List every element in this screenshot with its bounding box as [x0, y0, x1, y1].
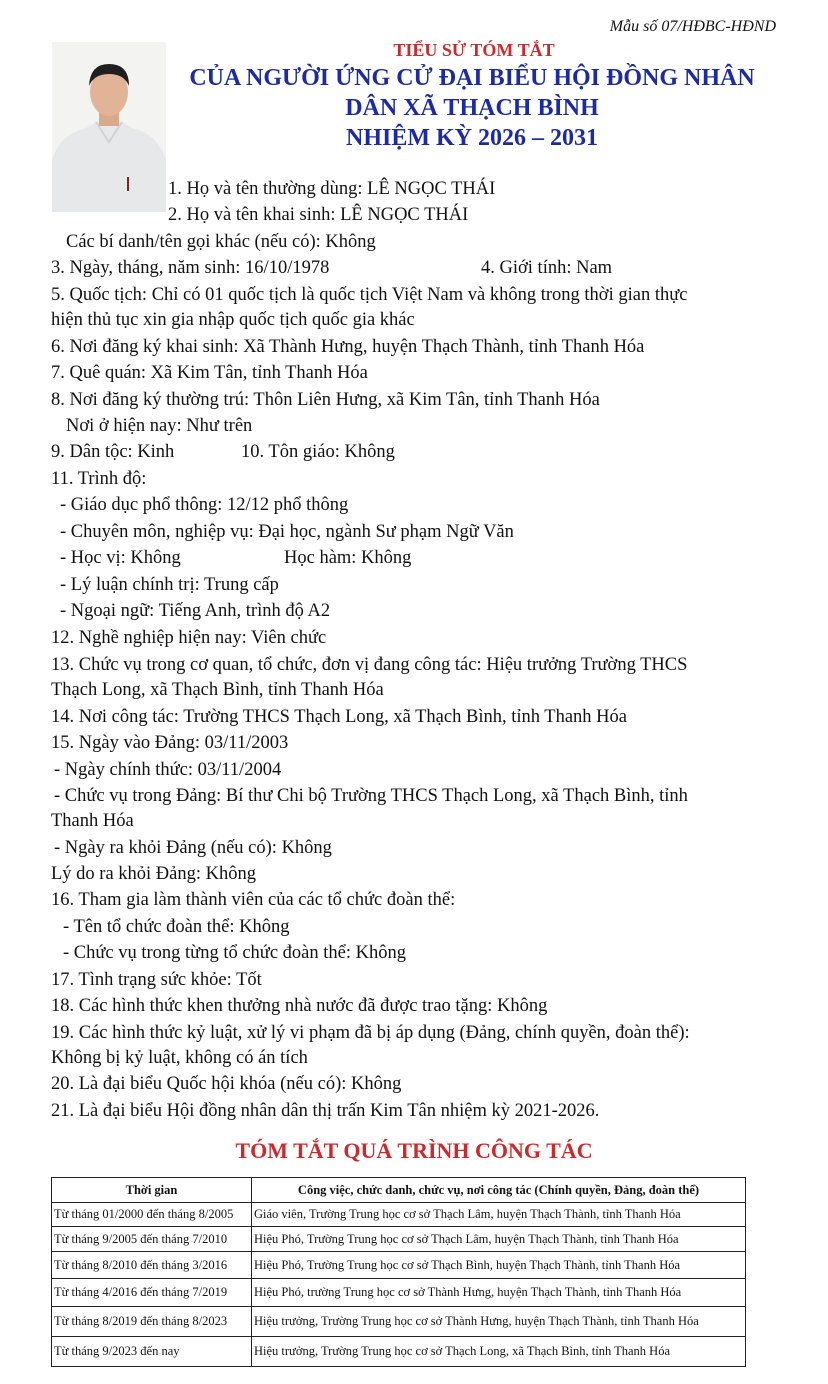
field-party-position-cont: Thanh Hóa: [51, 811, 134, 831]
cell-time: Từ tháng 01/2000 đến tháng 8/2005: [52, 1203, 252, 1227]
field-birth-name: 2. Họ và tên khai sinh: LÊ NGỌC THÁI: [168, 205, 469, 225]
cell-detail: Hiệu Phó, Trường Trung học cơ sở Thạch Lâm, huyện Thạch Thành, tỉnh Thanh Hóa: [252, 1227, 746, 1252]
field-position-cont: Thạch Long, xã Thạch Bình, tỉnh Thanh Hóa: [51, 680, 384, 700]
table-header-row: [52, 1178, 746, 1203]
field-council-member: 21. Là đại biểu Hội đồng nhân dân thị trấn Kim Tân nhiệm kỳ 2021-2026.: [51, 1101, 600, 1121]
field-hometown: 7. Quê quán: Xã Kim Tân, tỉnh Thanh Hóa: [51, 363, 368, 383]
field-permanent-residence: 8. Nơi đăng ký thường trú: Thôn Liên Hưng, xã Kim Tân, tỉnh Thanh Hóa: [51, 390, 600, 410]
field-political-theory: - Lý luận chính trị: Trung cấp: [60, 575, 279, 595]
cell-detail: Hiệu trưởng, Trường Trung học cơ sở Thành Hưng, huyện Thạch Thành, tỉnh Thanh Hóa: [252, 1307, 746, 1337]
field-academic-title: Học hàm: Không: [284, 548, 412, 568]
field-discipline: 19. Các hình thức kỷ luật, xử lý vi phạm đã bị áp dụng (Đảng, chính quyền, đoàn thể):: [51, 1023, 690, 1043]
cell-time: Từ tháng 9/2005 đến tháng 7/2010: [52, 1227, 252, 1252]
field-birth-registration: 6. Nơi đăng ký khai sinh: Xã Thành Hưng, huyện Thạch Thành, tỉnh Thanh Hóa: [51, 337, 645, 357]
field-workplace: 14. Nơi công tác: Trường THCS Thạch Long, xã Thạch Bình, tỉnh Thanh Hóa: [51, 707, 627, 727]
field-nationality: 5. Quốc tịch: Chỉ có 01 quốc tịch là quốc tịch Việt Nam và không trong thời gian thực: [51, 285, 688, 305]
field-degree: - Học vị: Không: [60, 548, 181, 568]
field-alias: Các bí danh/tên gọi khác (nếu có): Không: [66, 232, 376, 252]
cell-detail: Hiệu trưởng, Trường Trung học cơ sở Thạch Long, xã Thạch Bình, tỉnh Thanh Hóa: [252, 1337, 746, 1367]
column-header-detail: Công việc, chức danh, chức vụ, nơi công tác (Chính quyền, Đảng, đoàn thể): [252, 1178, 746, 1203]
document-title-line-1: CỦA NGƯỜI ỨNG CỬ ĐẠI BIỂU HỘI ĐỒNG NHÂN: [189, 65, 755, 91]
field-position: 13. Chức vụ trong cơ quan, tổ chức, đơn vị đang công tác: Hiệu trưởng Trường THCS: [51, 655, 688, 675]
field-party-position: - Chức vụ trong Đảng: Bí thư Chi bộ Trường THCS Thạch Long, xã Thạch Bình, tỉnh: [54, 786, 688, 806]
table-row: [52, 1203, 746, 1227]
field-ethnicity: 9. Dân tộc: Kinh: [51, 442, 175, 462]
cell-time: Từ tháng 8/2010 đến tháng 3/2016: [52, 1252, 252, 1279]
field-general-education: - Giáo dục phổ thông: 12/12 phổ thông: [60, 495, 349, 515]
cell-detail: Hiệu Phó, trường Trung học cơ sở Thành Hưng, huyện Thạch Thành, tỉnh Thanh Hóa: [252, 1279, 746, 1307]
field-common-name: 1. Họ và tên thường dùng: LÊ NGỌC THÁI: [168, 179, 496, 199]
field-occupation: 12. Nghề nghiệp hiện nay: Viên chức: [51, 628, 327, 648]
table-row: [52, 1337, 746, 1367]
cell-detail: Giáo viên, Trường Trung học cơ sở Thạch Lâm, huyện Thạch Thành, tỉnh Thanh Hóa: [252, 1203, 746, 1227]
field-health: 17. Tình trạng sức khỏe: Tốt: [51, 970, 262, 990]
document-subtitle: TIỂU SỬ TÓM TẮT: [393, 40, 555, 60]
field-gender: 4. Giới tính: Nam: [481, 258, 613, 278]
field-foreign-language: - Ngoại ngữ: Tiếng Anh, trình độ A2: [60, 601, 331, 621]
cell-time: Từ tháng 4/2016 đến tháng 7/2019: [52, 1279, 252, 1307]
work-history-table: [51, 1177, 746, 1367]
field-national-assembly: 20. Là đại biểu Quốc hội khóa (nếu có): Không: [51, 1074, 402, 1094]
form-code: Mẫu số 07/HĐBC-HĐND: [609, 18, 776, 35]
field-party-official-date: - Ngày chính thức: 03/11/2004: [54, 760, 282, 780]
candidate-photo: [52, 42, 166, 212]
portrait-image: [52, 42, 166, 212]
cell-detail: Hiệu Phó, Trường Trung học cơ sở Thạch Bình, huyện Thạch Thành, tỉnh Thanh Hóa: [252, 1252, 746, 1279]
field-organizations: 16. Tham gia làm thành viên của các tổ chức đoàn thể:: [51, 890, 456, 910]
table-row: [52, 1252, 746, 1279]
cell-time: Từ tháng 9/2023 đến nay: [52, 1337, 252, 1367]
field-religion: 10. Tôn giáo: Không: [241, 442, 395, 462]
column-header-time: Thời gian: [52, 1178, 252, 1203]
table-row: [52, 1307, 746, 1337]
field-education-heading: 11. Trình độ:: [51, 469, 147, 489]
field-organization-name: - Tên tổ chức đoàn thể: Không: [63, 917, 290, 937]
field-birth-date: 3. Ngày, tháng, năm sinh: 16/10/1978: [51, 258, 330, 278]
cell-time: Từ tháng 8/2019 đến tháng 8/2023: [52, 1307, 252, 1337]
field-discipline-cont: Không bị kỷ luật, không có án tích: [51, 1048, 308, 1068]
field-party-leave-date: - Ngày ra khỏi Đảng (nếu có): Không: [54, 838, 332, 858]
document-title-line-3: NHIỆM KỲ 2026 – 2031: [346, 125, 598, 151]
field-awards: 18. Các hình thức khen thưởng nhà nước đã được trao tặng: Không: [51, 996, 548, 1016]
work-history-title: TÓM TẮT QUÁ TRÌNH CÔNG TÁC: [235, 1138, 593, 1163]
field-professional: - Chuyên môn, nghiệp vụ: Đại học, ngành Sư phạm Ngữ Văn: [60, 522, 514, 542]
field-organization-position: - Chức vụ trong từng tổ chức đoàn thể: Không: [63, 943, 406, 963]
field-party-join-date: 15. Ngày vào Đảng: 03/11/2003: [51, 733, 289, 753]
table-row: [52, 1227, 746, 1252]
table-row: [52, 1279, 746, 1307]
field-party-leave-reason: Lý do ra khỏi Đảng: Không: [51, 864, 257, 884]
field-nationality-cont: hiện thủ tục xin gia nhập quốc tịch quốc gia khác: [51, 310, 415, 330]
document-title-line-2: DÂN XÃ THẠCH BÌNH: [345, 95, 599, 121]
field-current-residence: Nơi ở hiện nay: Như trên: [66, 416, 253, 436]
